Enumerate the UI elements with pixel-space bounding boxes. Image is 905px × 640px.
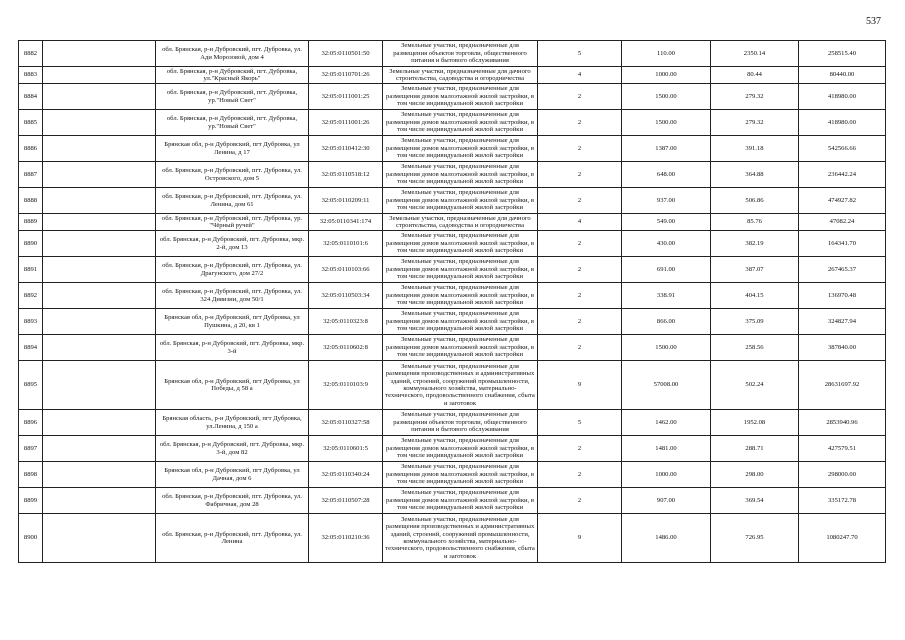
cadastral-number-cell: 32:05:0110209:11 <box>309 188 383 214</box>
land-use-cell: Земельные участки, предназначенные для дачного строительства, садоводства и огородничества <box>383 67 538 84</box>
land-use-cell: Земельные участки, предназначенные для размещения домов малоэтажной жилой застройки, в том числе индивидуальной жилой застройки <box>383 188 538 214</box>
cadastral-value-cell: 418980.00 <box>799 84 886 110</box>
table-row <box>19 514 886 563</box>
area-cell: 1000.00 <box>622 67 711 84</box>
table-row <box>19 231 886 257</box>
specific-value-cell: 1952.08 <box>711 410 799 436</box>
row-number: 8884 <box>19 84 43 110</box>
group-cell: 2 <box>538 162 622 188</box>
specific-value-cell: 391.18 <box>711 136 799 162</box>
row-number: 8890 <box>19 231 43 257</box>
group-cell: 9 <box>538 514 622 563</box>
cadastral-number-cell: 32:05:0110507:28 <box>309 488 383 514</box>
table-row <box>19 214 886 231</box>
gap-cell <box>43 231 156 257</box>
specific-value-cell: 506.86 <box>711 188 799 214</box>
specific-value-cell: 2350.14 <box>711 41 799 67</box>
address-cell: обл. Брянская, р-н Дубровский, пгт. Дубровка, ур."Новый Свет" <box>156 110 309 136</box>
row-number: 8888 <box>19 188 43 214</box>
land-use-cell: Земельные участки, предназначенные для дачного строительства, садоводства и огородничества <box>383 214 538 231</box>
specific-value-cell: 369.54 <box>711 488 799 514</box>
address-cell: обл. Брянская, р-н Дубровский, пгт. Дубровка, ул. Драгунского, дом 27/2 <box>156 257 309 283</box>
land-use-cell: Земельные участки, предназначенные для размещения домов малоэтажной жилой застройки, в том числе индивидуальной жилой застройки <box>383 110 538 136</box>
table-row <box>19 188 886 214</box>
cadastral-value-cell: 136970.48 <box>799 283 886 309</box>
address-cell: обл. Брянская, р-н Дубровский, пгт. Дубровка, ур. "Чёрный ручей" <box>156 214 309 231</box>
table-row <box>19 361 886 410</box>
cadastral-value-cell: 427579.51 <box>799 436 886 462</box>
specific-value-cell: 375.09 <box>711 309 799 335</box>
table-row <box>19 410 886 436</box>
land-use-cell: Земельные участки, предназначенные для размещения объектов торговли, общественного питания и бытового обслуживания <box>383 410 538 436</box>
group-cell: 5 <box>538 41 622 67</box>
gap-cell <box>43 136 156 162</box>
area-cell: 110.00 <box>622 41 711 67</box>
gap-cell <box>43 214 156 231</box>
land-use-cell: Земельные участки, предназначенные для размещения домов малоэтажной жилой застройки, в том числе индивидуальной жилой застройки <box>383 309 538 335</box>
group-cell: 2 <box>538 84 622 110</box>
cadastral-value-table <box>18 40 886 563</box>
gap-cell <box>43 436 156 462</box>
specific-value-cell: 726.95 <box>711 514 799 563</box>
land-use-cell: Земельные участки, предназначенные для размещения домов малоэтажной жилой застройки, в том числе индивидуальной жилой застройки <box>383 162 538 188</box>
land-use-cell: Земельные участки, предназначенные для размещения производственных и административных зданий, строений, сооружений промышленности, коммунального хозяйства, материально-технического, продовольственного снабжения, сбыта и заготовок <box>383 361 538 410</box>
address-cell: обл. Брянская, р-н Дубровский, пгт. Дубровка, мкр. 3-й <box>156 335 309 361</box>
area-cell: 1500.00 <box>622 335 711 361</box>
area-cell: 937.00 <box>622 188 711 214</box>
group-cell: 2 <box>538 257 622 283</box>
row-number: 8897 <box>19 436 43 462</box>
specific-value-cell: 298.00 <box>711 462 799 488</box>
specific-value-cell: 85.76 <box>711 214 799 231</box>
group-cell: 2 <box>538 436 622 462</box>
cadastral-value-cell: 236442.24 <box>799 162 886 188</box>
table-row <box>19 283 886 309</box>
cadastral-value-cell: 335172.78 <box>799 488 886 514</box>
row-number: 8889 <box>19 214 43 231</box>
land-use-cell: Земельные участки, предназначенные для размещения объектов торговли, общественного питания и бытового обслуживания <box>383 41 538 67</box>
row-number: 8886 <box>19 136 43 162</box>
cadastral-number-cell: 32:05:0110103:66 <box>309 257 383 283</box>
address-cell: Брянская область, р-н Дубровский, пгт Дубровка, ул.Ленина, д 150 а <box>156 410 309 436</box>
specific-value-cell: 382.19 <box>711 231 799 257</box>
cadastral-number-cell: 32:05:0110501:50 <box>309 41 383 67</box>
land-use-cell: Земельные участки, предназначенные для размещения домов малоэтажной жилой застройки, в том числе индивидуальной жилой застройки <box>383 84 538 110</box>
table-row <box>19 110 886 136</box>
row-number: 8891 <box>19 257 43 283</box>
area-cell: 1481.00 <box>622 436 711 462</box>
group-cell: 2 <box>538 488 622 514</box>
gap-cell <box>43 361 156 410</box>
group-cell: 5 <box>538 410 622 436</box>
address-cell: Брянская обл, р-н Дубровский, пгт Дубровка, ул Дачная, дом 6 <box>156 462 309 488</box>
table-row <box>19 462 886 488</box>
cadastral-number-cell: 32:05:0110323:8 <box>309 309 383 335</box>
cadastral-number-cell: 32:05:0110101:6 <box>309 231 383 257</box>
land-use-cell: Земельные участки, предназначенные для размещения домов малоэтажной жилой застройки, в том числе индивидуальной жилой застройки <box>383 335 538 361</box>
cadastral-number-cell: 32:05:0110340:24 <box>309 462 383 488</box>
area-cell: 1000.00 <box>622 462 711 488</box>
cadastral-number-cell: 32:05:0110341:174 <box>309 214 383 231</box>
address-cell: обл. Брянская, р-н Дубровский, пгт. Дубровка, ул. Ленина <box>156 514 309 563</box>
land-use-cell: Земельные участки, предназначенные для размещения домов малоэтажной жилой застройки, в том числе индивидуальной жилой застройки <box>383 231 538 257</box>
land-use-cell: Земельные участки, предназначенные для размещения домов малоэтажной жилой застройки, в том числе индивидуальной жилой застройки <box>383 283 538 309</box>
address-cell: Брянская обл, р-н Дубровский, пгт Дубровка, ул Победы, д 58 а <box>156 361 309 410</box>
land-use-cell: Земельные участки, предназначенные для размещения домов малоэтажной жилой застройки, в том числе индивидуальной жилой застройки <box>383 462 538 488</box>
table-row <box>19 309 886 335</box>
specific-value-cell: 258.56 <box>711 335 799 361</box>
cadastral-number-cell: 32:05:0110103:9 <box>309 361 383 410</box>
area-cell: 1387.00 <box>622 136 711 162</box>
cadastral-number-cell: 32:05:0110210:36 <box>309 514 383 563</box>
gap-cell <box>43 309 156 335</box>
table-row <box>19 84 886 110</box>
address-cell: обл. Брянская, р-н Дубровский, пгт. Дубровка, мкр. 3-й, дом 82 <box>156 436 309 462</box>
address-cell: обл. Брянская, р-н Дубровский, пгт. Дубровка, ул. Островского, дом 5 <box>156 162 309 188</box>
address-cell: обл. Брянская, р-н Дубровский, пгт. Дубровка, ул. Ади Морозовой, дом 4 <box>156 41 309 67</box>
area-cell: 430.00 <box>622 231 711 257</box>
cadastral-number-cell: 32:05:0110412:30 <box>309 136 383 162</box>
address-cell: обл. Брянская, р-н Дубровский, пгт. Дубровка, ул. Ленина, дом 61 <box>156 188 309 214</box>
cadastral-value-cell: 387840.00 <box>799 335 886 361</box>
group-cell: 2 <box>538 462 622 488</box>
cadastral-value-cell: 28631697.92 <box>799 361 886 410</box>
row-number: 8899 <box>19 488 43 514</box>
address-cell: Брянская обл, р-н Дубровский, пгт Дубровка, ул Пушкина, д 20, кв 1 <box>156 309 309 335</box>
specific-value-cell: 404.15 <box>711 283 799 309</box>
group-cell: 4 <box>538 214 622 231</box>
row-number: 8887 <box>19 162 43 188</box>
specific-value-cell: 364.88 <box>711 162 799 188</box>
specific-value-cell: 502.24 <box>711 361 799 410</box>
cadastral-value-cell: 258515.40 <box>799 41 886 67</box>
area-cell: 1500.00 <box>622 110 711 136</box>
gap-cell <box>43 257 156 283</box>
gap-cell <box>43 67 156 84</box>
land-use-cell: Земельные участки, предназначенные для размещения домов малоэтажной жилой застройки, в том числе индивидуальной жилой застройки <box>383 136 538 162</box>
specific-value-cell: 279.32 <box>711 84 799 110</box>
table-row <box>19 67 886 84</box>
address-cell: обл. Брянская, р-н Дубровский, пгт. Дубровка, мкр. 2-й, дом 13 <box>156 231 309 257</box>
area-cell: 57008.00 <box>622 361 711 410</box>
cadastral-value-cell: 267465.37 <box>799 257 886 283</box>
gap-cell <box>43 410 156 436</box>
cadastral-value-cell: 418980.00 <box>799 110 886 136</box>
table-row <box>19 488 886 514</box>
cadastral-number-cell: 32:05:0111001:26 <box>309 110 383 136</box>
cadastral-value-cell: 164341.70 <box>799 231 886 257</box>
specific-value-cell: 279.32 <box>711 110 799 136</box>
area-cell: 1462.00 <box>622 410 711 436</box>
cadastral-number-cell: 32:05:0110701:26 <box>309 67 383 84</box>
row-number: 8892 <box>19 283 43 309</box>
gap-cell <box>43 462 156 488</box>
cadastral-number-cell: 32:05:0110601:5 <box>309 436 383 462</box>
group-cell: 4 <box>538 67 622 84</box>
table-row <box>19 136 886 162</box>
area-cell: 1486.00 <box>622 514 711 563</box>
area-cell: 866.00 <box>622 309 711 335</box>
cadastral-number-cell: 32:05:0110327:58 <box>309 410 383 436</box>
row-number: 8896 <box>19 410 43 436</box>
area-cell: 691.00 <box>622 257 711 283</box>
gap-cell <box>43 514 156 563</box>
cadastral-value-cell: 298000.00 <box>799 462 886 488</box>
gap-cell <box>43 162 156 188</box>
group-cell: 2 <box>538 283 622 309</box>
gap-cell <box>43 84 156 110</box>
area-cell: 1500.00 <box>622 84 711 110</box>
group-cell: 2 <box>538 335 622 361</box>
cadastral-value-cell: 2853940.96 <box>799 410 886 436</box>
row-number: 8885 <box>19 110 43 136</box>
row-number: 8893 <box>19 309 43 335</box>
land-use-cell: Земельные участки, предназначенные для размещения домов малоэтажной жилой застройки, в том числе индивидуальной жилой застройки <box>383 436 538 462</box>
specific-value-cell: 288.71 <box>711 436 799 462</box>
cadastral-number-cell: 32:05:0110602:8 <box>309 335 383 361</box>
row-number: 8895 <box>19 361 43 410</box>
address-cell: обл. Брянская, р-н Дубровский, пгт. Дубровка, ур."Новый Свет" <box>156 84 309 110</box>
gap-cell <box>43 41 156 67</box>
cadastral-value-cell: 1080247.70 <box>799 514 886 563</box>
cadastral-value-cell: 47082.24 <box>799 214 886 231</box>
land-use-cell: Земельные участки, предназначенные для размещения домов малоэтажной жилой застройки, в том числе индивидуальной жилой застройки <box>383 488 538 514</box>
group-cell: 2 <box>538 231 622 257</box>
table-row <box>19 436 886 462</box>
gap-cell <box>43 335 156 361</box>
gap-cell <box>43 110 156 136</box>
land-use-cell: Земельные участки, предназначенные для размещения производственных и административных зданий, строений, сооружений промышленности, коммунального хозяйства, материально-технического, продовольственного снабжения, сбыта и заготовок <box>383 514 538 563</box>
group-cell: 2 <box>538 188 622 214</box>
land-use-cell: Земельные участки, предназначенные для размещения домов малоэтажной жилой застройки, в том числе индивидуальной жилой застройки <box>383 257 538 283</box>
cadastral-number-cell: 32:05:0110518:12 <box>309 162 383 188</box>
area-cell: 338.91 <box>622 283 711 309</box>
area-cell: 907.00 <box>622 488 711 514</box>
group-cell: 2 <box>538 136 622 162</box>
cadastral-value-cell: 324827.94 <box>799 309 886 335</box>
address-cell: обл. Брянская, р-н Дубровский, пгт. Дубровка, ул."Красный Якорь" <box>156 67 309 84</box>
row-number: 8894 <box>19 335 43 361</box>
table-row <box>19 335 886 361</box>
cadastral-value-cell: 474927.82 <box>799 188 886 214</box>
table-row <box>19 257 886 283</box>
table-row <box>19 41 886 67</box>
area-cell: 549.00 <box>622 214 711 231</box>
row-number: 8898 <box>19 462 43 488</box>
row-number: 8900 <box>19 514 43 563</box>
cadastral-number-cell: 32:05:0111001:25 <box>309 84 383 110</box>
cadastral-number-cell: 32:05:0110503:34 <box>309 283 383 309</box>
address-cell: Брянская обл, р-н Дубровский, пгт Дубровка, ул Ленина, д 17 <box>156 136 309 162</box>
gap-cell <box>43 488 156 514</box>
gap-cell <box>43 283 156 309</box>
table-row <box>19 162 886 188</box>
specific-value-cell: 80.44 <box>711 67 799 84</box>
cadastral-value-cell: 542566.66 <box>799 136 886 162</box>
group-cell: 2 <box>538 110 622 136</box>
group-cell: 9 <box>538 361 622 410</box>
row-number: 8882 <box>19 41 43 67</box>
row-number: 8883 <box>19 67 43 84</box>
cadastral-value-cell: 80440.00 <box>799 67 886 84</box>
address-cell: обл. Брянская, р-н Дубровский, пгт. Дубровка, ул. 324 Дивизии, дом 50/1 <box>156 283 309 309</box>
gap-cell <box>43 188 156 214</box>
page-number: 537 <box>866 16 881 27</box>
address-cell: обл. Брянская, р-н Дубровский, пгт. Дубровка, ул. Фабричная, дом 28 <box>156 488 309 514</box>
specific-value-cell: 387.07 <box>711 257 799 283</box>
group-cell: 2 <box>538 309 622 335</box>
area-cell: 648.00 <box>622 162 711 188</box>
